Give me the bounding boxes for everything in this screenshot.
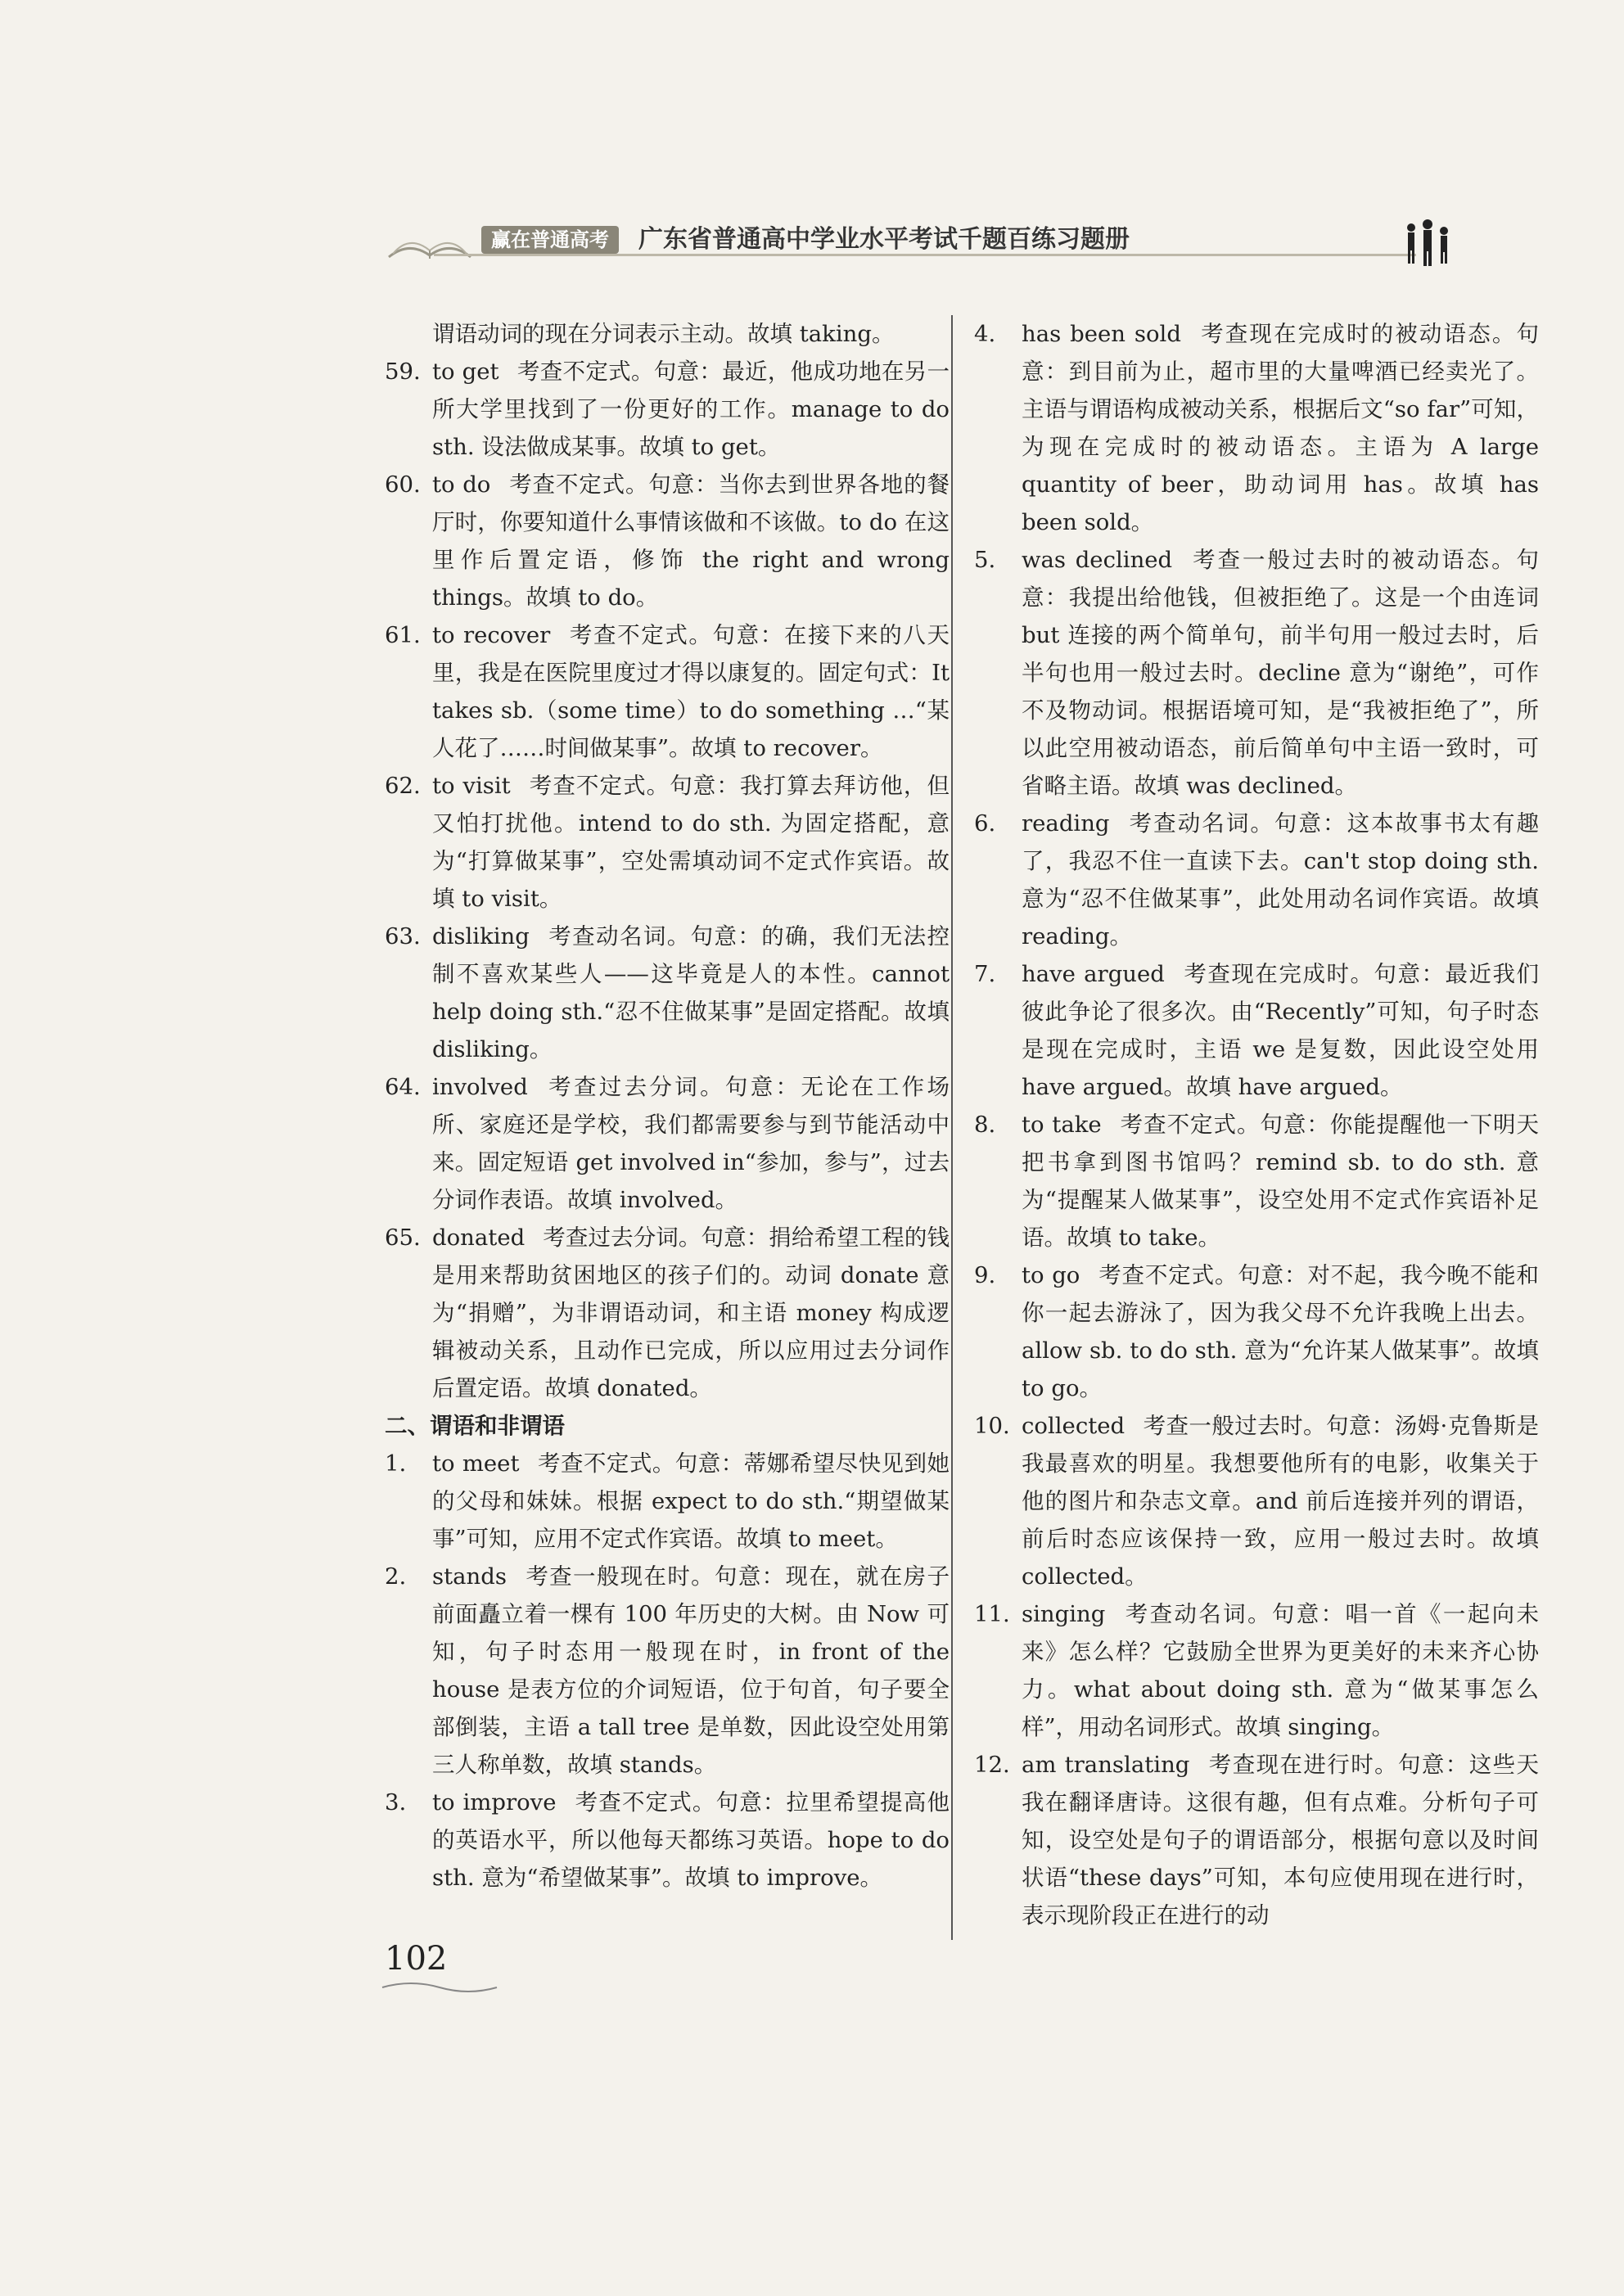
right-column bbox=[974, 315, 1539, 1934]
item-answer: reading bbox=[1022, 810, 1110, 837]
item-number: 10. bbox=[974, 1413, 1010, 1439]
list-item bbox=[385, 1219, 950, 1407]
item-number: 65. bbox=[385, 1225, 421, 1251]
item-number: 7. bbox=[974, 961, 996, 987]
item-text: 考查不定式。句意：在接下来的八天里，我是在医院里度过才得以康复的。固定句式：It takes sb.（some time）to do something …“某人花了……时间做某事”。故填 to recover。 bbox=[432, 622, 950, 761]
item-answer: involved bbox=[432, 1074, 528, 1100]
item-answer: am translating bbox=[1022, 1752, 1190, 1778]
item-text: 考查动名词。句意：这本故事书太有趣了，我忍不住一直读下去。can't stop doing sth. 意为“忍不住做某事”，此处用动名词作宾语。故填 reading。 bbox=[1022, 810, 1539, 950]
list-item bbox=[385, 353, 950, 466]
item-number: 1. bbox=[385, 1450, 407, 1477]
item-number: 4. bbox=[974, 321, 996, 347]
item-answer: to meet bbox=[432, 1450, 520, 1477]
item-answer: to visit bbox=[432, 773, 511, 799]
item-answer: disliking bbox=[432, 923, 530, 950]
list-item bbox=[385, 918, 950, 1068]
item-number: 64. bbox=[385, 1074, 421, 1100]
list-item bbox=[385, 466, 950, 616]
item-text: 谓语动词的现在分词表示主动。故填 taking。 bbox=[432, 321, 895, 347]
list-item bbox=[385, 616, 950, 767]
item-number: 6. bbox=[974, 810, 996, 837]
item-text: 考查不定式。句意：对不起，我今晚不能和你一起去游泳了，因为我父母不允许我晚上出去。allow sb. to do sth. 意为“允许某人做某事”。故填 to go。 bbox=[1022, 1262, 1539, 1401]
item-answer: to recover bbox=[432, 622, 551, 648]
item-text: 考查不定式。句意：你能提醒他一下明天把书拿到图书馆吗？remind sb. to do sth. 意为“提醒某人做某事”，设空处用不定式作宾语补足语。故填 to take。 bbox=[1022, 1112, 1540, 1251]
item-text: 考查动名词。句意：唱一首《一起向未来》怎么样？它鼓励全世界为更美好的未来齐心协力。what about doing sth. 意为“做某事怎么样”，用动名词形式。故填 singing。 bbox=[1022, 1601, 1539, 1740]
item-text: 考查一般过去时的被动语态。句意：我提出给他钱，但被拒绝了。这是一个由连词 but 连接的两个简单句，前半句用一般过去时，后半句也用一般过去时。decline 意为“谢绝”，可作不及物动词。根据语境可知，是“我被拒绝了”，所以此空用被动语态，前后简单句中主语一致时，可省略主语。故填 was declined。 bbox=[1022, 547, 1540, 799]
list-item bbox=[974, 1595, 1539, 1746]
header-logo: 赢在普通高考 bbox=[481, 226, 619, 254]
item-number: 5. bbox=[974, 547, 996, 573]
item-text: 考查一般过去时。句意：汤姆·克鲁斯是我最喜欢的明星。我想要他所有的电影，收集关于他的图片和杂志文章。and 前后连接并列的谓语，前后时态应该保持一致，应用一般过去时。故填 collected。 bbox=[1022, 1413, 1539, 1590]
item-number: 61. bbox=[385, 622, 421, 648]
item-answer: collected bbox=[1022, 1413, 1126, 1439]
item-number: 11. bbox=[974, 1601, 1010, 1627]
item-number: 2. bbox=[385, 1563, 407, 1590]
list-item bbox=[974, 1746, 1539, 1934]
list-item bbox=[974, 1407, 1539, 1595]
item-answer: to get bbox=[432, 359, 499, 385]
item-text: 考查不定式。句意：拉里希望提高他的英语水平，所以他每天都练习英语。hope to do sth. 意为“希望做某事”。故填 to improve。 bbox=[432, 1789, 950, 1891]
list-item bbox=[385, 315, 950, 353]
list-item bbox=[385, 1558, 950, 1784]
list-item bbox=[385, 767, 950, 918]
item-text: 考查不定式。句意：当你去到世界各地的餐厅时，你要知道什么事情该做和不该做。to do 在这里作后置定语，修饰 the right and wrong things。故填 to do。 bbox=[432, 471, 950, 611]
item-text: 考查现在完成时。句意：最近我们彼此争论了很多次。由“Recently”可知，句子时态是现在完成时，主语 we 是复数，因此设空处用 have argued。故填 have argued。 bbox=[1022, 961, 1539, 1100]
page-header bbox=[385, 226, 1465, 275]
item-text: 考查不定式。句意：蒂娜希望尽快见到她的父母和妹妹。根据 expect to do sth.“期望做某事”可知，应用不定式作宾语。故填 to meet。 bbox=[432, 1450, 950, 1552]
list-item bbox=[974, 541, 1539, 805]
item-answer: have argued bbox=[1022, 961, 1165, 987]
item-number: 12. bbox=[974, 1752, 1010, 1778]
item-text: 考查动名词。句意：的确，我们无法控制不喜欢某些人——这毕竟是人的本性。cannot help doing sth.“忍不住做某事”是固定搭配。故填 disliking。 bbox=[432, 923, 950, 1062]
running-figures-icon bbox=[1400, 219, 1457, 268]
item-text: 考查过去分词。句意：无论在工作场所、家庭还是学校，我们都需要参与到节能活动中来。固定短语 get involved in“参加，参与”，过去分词作表语。故填 involved。 bbox=[432, 1074, 950, 1213]
list-item bbox=[974, 1256, 1539, 1407]
column-divider bbox=[951, 315, 953, 1940]
item-answer: was declined bbox=[1022, 547, 1173, 573]
list-item bbox=[974, 805, 1539, 955]
item-answer: donated bbox=[432, 1225, 526, 1251]
item-answer: to improve bbox=[432, 1789, 557, 1816]
list-item bbox=[385, 1068, 950, 1219]
section-heading: 二、谓语和非谓语 bbox=[385, 1413, 565, 1439]
list-item bbox=[385, 1784, 950, 1897]
list-item bbox=[385, 1445, 950, 1558]
item-answer: to do bbox=[432, 471, 491, 498]
item-number: 8. bbox=[974, 1112, 996, 1138]
left-column bbox=[385, 315, 950, 1897]
item-number: 62. bbox=[385, 773, 421, 799]
item-text: 考查不定式。句意：我打算去拜访他，但又怕打扰他。intend to do sth. 为固定搭配，意为“打算做某事”，空处需填动词不定式作宾语。故填 to visit。 bbox=[432, 773, 950, 912]
item-answer: to take bbox=[1022, 1112, 1102, 1138]
page-ornament-icon bbox=[378, 1979, 501, 1996]
item-number: 59. bbox=[385, 359, 421, 385]
item-text: 考查现在进行时。句意：这些天我在翻译唐诗。这很有趣，但有点难。分析句子可知，设空处是句子的谓语部分，根据句意以及时间状语“these days”可知，本句应使用现在进行时，表示现阶段正在进行的动 bbox=[1022, 1752, 1540, 1928]
item-number: 63. bbox=[385, 923, 421, 950]
item-answer: has been sold bbox=[1022, 321, 1181, 347]
page-number: 102 bbox=[385, 1940, 448, 1978]
item-text: 考查不定式。句意：最近，他成功地在另一所大学里找到了一份更好的工作。manage to do sth. 设法做成某事。故填 to get。 bbox=[432, 359, 950, 460]
item-text: 考查一般现在时。句意：现在，就在房子前面矗立着一棵有 100 年历史的大树。由 Now 可知，句子时态用一般现在时，in front of the house 是表方位的介词短语，位于句首，句子要全部倒装，主语 a tall tree 是单数，因此设空处用第三人称单数，故填 stands。 bbox=[432, 1563, 950, 1778]
list-item bbox=[974, 315, 1539, 541]
item-number: 60. bbox=[385, 471, 421, 498]
header-title: 广东省普通高中学业水平考试千题百练习题册 bbox=[638, 225, 1130, 254]
item-answer: singing bbox=[1022, 1601, 1106, 1627]
item-number: 3. bbox=[385, 1789, 407, 1816]
item-text: 考查过去分词。句意：捐给希望工程的钱是用来帮助贫困地区的孩子们的。动词 donate 意为“捐赠”，为非谓语动词，和主语 money 构成逻辑被动关系，且动作已完成，所以应用过去分词作后置定语。故填 donated。 bbox=[432, 1225, 950, 1401]
item-text: 考查现在完成时的被动语态。句意：到目前为止，超市里的大量啤酒已经卖光了。主语与谓语构成被动关系，根据后文“so far”可知，为现在完成时的被动语态。主语为 A large quantity of beer，助动词用 has。故填 has been sold。 bbox=[1022, 321, 1540, 535]
list-item bbox=[974, 1106, 1539, 1256]
item-answer: to go bbox=[1022, 1262, 1080, 1288]
list-item bbox=[974, 955, 1539, 1106]
item-number: 9. bbox=[974, 1262, 996, 1288]
item-answer: stands bbox=[432, 1563, 507, 1590]
